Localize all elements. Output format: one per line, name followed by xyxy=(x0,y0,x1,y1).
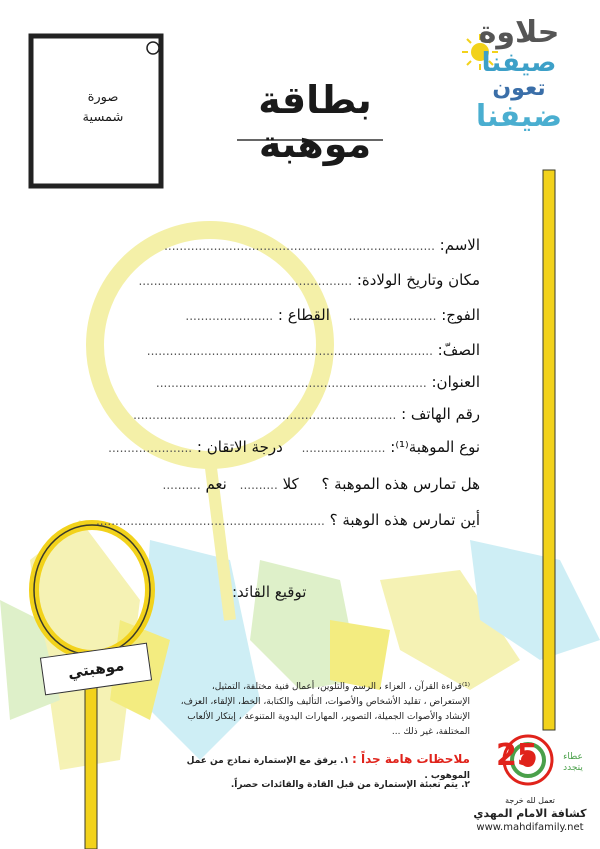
field-level-label: درجة الاتقان : xyxy=(196,438,283,456)
field-phone-dots: ..................................................................... xyxy=(133,408,397,422)
field-where[interactable] xyxy=(96,511,480,529)
field-phone-label: رقم الهاتف : xyxy=(401,405,480,423)
notes-item2-row xyxy=(180,778,470,793)
talent-badge-label: موهبتي xyxy=(66,656,126,682)
field-troop-dots: ....................... xyxy=(348,309,437,323)
field-talent[interactable] xyxy=(108,438,480,456)
field-birth-dots: ........................................................ xyxy=(138,274,353,288)
field-name-label: الاسم: xyxy=(439,236,480,254)
field-name[interactable] xyxy=(164,236,480,254)
field-address-dots: ....................................................................... xyxy=(155,376,427,390)
logo-line2: صيفنا xyxy=(481,48,557,78)
field-talent-dots: ...................... xyxy=(301,441,386,455)
photo-label-line2: شمسية xyxy=(82,110,124,125)
field-troop[interactable] xyxy=(185,306,480,324)
field-where-label: أين تمارس هذه الوهبة ؟ xyxy=(329,511,480,529)
org-tagline1: عطاء xyxy=(563,752,583,762)
org-pre: تعمل لله خرجة xyxy=(505,796,555,805)
field-phone[interactable] xyxy=(133,405,480,423)
field-sector-dots: ....................... xyxy=(185,309,274,323)
notes-item2: ٢. يتم تعبئة الإستمارة من قبل القادة والقائدات حصراً. xyxy=(230,780,470,790)
field-where-dots: ............................................................ xyxy=(95,514,325,528)
org-tagline xyxy=(553,752,593,774)
org-tagline2: يتجدد xyxy=(563,763,583,773)
photo-label-line1: صورة xyxy=(87,90,119,105)
field-name-dots: ....................................................................... xyxy=(164,239,435,253)
field-address[interactable] xyxy=(156,373,480,391)
org-name: كشافة الامام المهدي xyxy=(473,807,587,820)
field-level-dots: ...................... xyxy=(108,441,193,455)
option-yes-dots: .......... xyxy=(162,478,201,492)
field-class-dots: ........................................................................... xyxy=(146,344,433,358)
signature-label: توقيع القائد: xyxy=(232,583,307,601)
field-practice-label: هل تمارس هذه الموهبة ؟ xyxy=(321,475,480,493)
option-yes-label[interactable]: نعم xyxy=(205,475,227,493)
notes-heading: ملاحظات هامة جداً : xyxy=(351,752,470,766)
field-practice[interactable] xyxy=(163,475,481,493)
field-troop-label: الفوج: xyxy=(441,306,480,324)
logo-line4: ضيفنا xyxy=(475,99,563,134)
field-sector-label: القطاع : xyxy=(277,306,330,324)
org-website[interactable]: www.mahdifamily.net xyxy=(476,822,584,833)
logo-line3: تعون xyxy=(492,76,546,101)
field-birth-label: مكان وتاريخ الولادة: xyxy=(356,271,480,289)
option-no-label[interactable]: كلا xyxy=(282,475,299,493)
field-talent-label: نوع الموهبة⁽¹⁾: xyxy=(390,438,480,456)
photo-box-label xyxy=(68,88,138,128)
field-class-label: الصفّ: xyxy=(437,341,480,359)
field-class[interactable] xyxy=(147,341,480,359)
org-number: 25 xyxy=(496,738,538,773)
field-address-label: العنوان: xyxy=(431,373,480,391)
footnote: ⁽¹⁾قراءة القرآن ، العزاء ، الرسم والتلوين، أعمال فنية مختلفة، التمثيل، الإستعراض ، تقليد الأشخاص والأصوات، التأليف والكتابة، الخط، الإلقاء، العزف، الإنشاد والأصوات الجميلة، التصوير، المهارات اليدوية المتنوعة ، إبتكار الألعاب المختلفة، غير ذلك ... xyxy=(180,682,470,737)
option-no-dots: .......... xyxy=(239,478,278,492)
logo xyxy=(464,15,574,134)
notes-item1: ١. يرفق مع الإستمارة نماذج من عمل الموهوب . xyxy=(186,756,470,781)
logo-line1: حلاوة xyxy=(478,15,560,50)
field-birth[interactable] xyxy=(138,271,480,289)
page-title: بطاقة موهبة xyxy=(258,78,372,166)
